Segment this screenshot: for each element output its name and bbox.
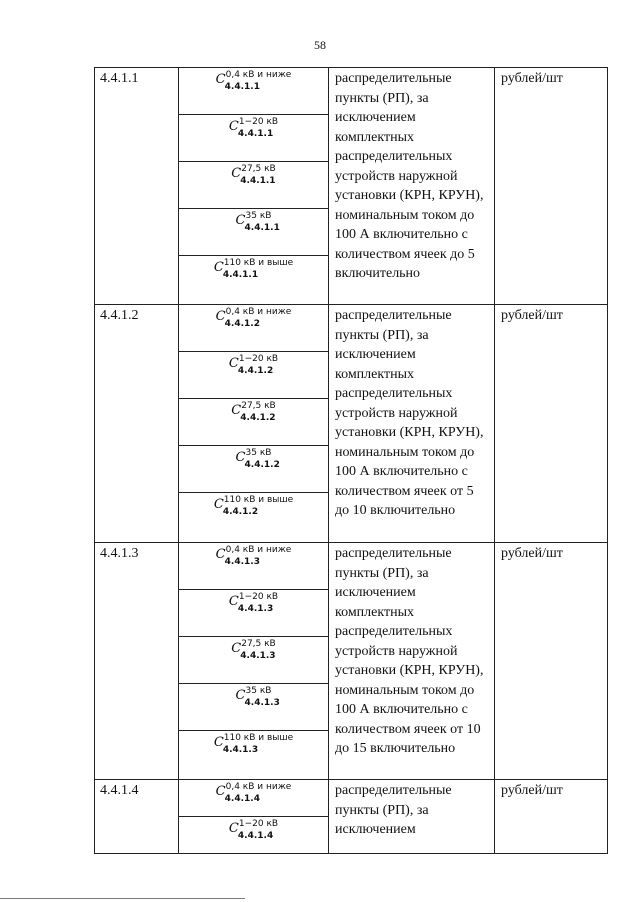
rate-formula-cell	[179, 731, 329, 780]
formula-index: 4.4.1.1	[222, 270, 259, 280]
rate-formula-cell	[179, 446, 329, 493]
rate-symbol: C	[231, 166, 242, 181]
formula-index: 4.4.1.3	[240, 651, 276, 661]
rate-formula	[215, 782, 292, 804]
voltage-class: 1−20 кВ	[238, 592, 279, 602]
rate-formula	[228, 354, 279, 376]
formula-index: 4.4.1.3	[244, 698, 280, 708]
rate-formula-cell	[179, 780, 329, 817]
voltage-class: 35 кВ	[245, 686, 272, 696]
formula-index: 4.4.1.1	[224, 82, 260, 92]
rate-symbol: C	[215, 784, 226, 799]
formula-index: 4.4.1.2	[244, 460, 280, 470]
voltage-class: 35 кВ	[245, 211, 272, 221]
voltage-class: 110 кВ и выше	[223, 733, 294, 743]
item-code: 4.4.1.4	[95, 780, 179, 854]
formula-index: 4.4.1.2	[224, 319, 260, 329]
rate-formula-cell	[179, 209, 329, 256]
unit-of-measure: рублей/шт	[495, 780, 608, 854]
rate-symbol: C	[228, 356, 239, 371]
item-code: 4.4.1.3	[95, 543, 179, 780]
item-description: распределительные пункты (РП), за исключением	[329, 780, 495, 854]
rate-symbol: C	[228, 119, 239, 134]
unit-of-measure: рублей/шт	[495, 68, 608, 305]
rate-formula	[231, 639, 276, 661]
page-number: 58	[314, 38, 326, 52]
rate-formula	[231, 164, 276, 186]
table-row	[95, 543, 608, 590]
formula-index: 4.4.1.2	[222, 507, 259, 517]
rate-symbol: C	[235, 450, 246, 465]
rate-formula	[213, 258, 294, 280]
rate-formula-cell	[179, 817, 329, 854]
rate-formula	[235, 211, 280, 233]
rate-symbol: C	[215, 309, 226, 324]
rate-symbol: C	[213, 735, 224, 750]
rate-formula	[213, 733, 294, 755]
rate-symbol: C	[231, 641, 242, 656]
item-description: распределительные пункты (РП), за исключением комплектных распределительных устройств наружной установки (КРН, КРУН), номинальным током до 100 А включительно с количеством ячеек до 5 включительно	[329, 68, 495, 305]
rate-formula	[215, 307, 292, 329]
formula-index: 4.4.1.4	[224, 794, 260, 804]
rate-symbol: C	[228, 821, 239, 836]
voltage-class: 0,4 кВ и ниже	[225, 782, 292, 792]
tariff-table	[94, 67, 608, 854]
voltage-class: 0,4 кВ и ниже	[225, 545, 292, 555]
rate-formula-cell	[179, 543, 329, 590]
formula-index: 4.4.1.3	[222, 745, 259, 755]
voltage-class: 27,5 кВ	[241, 639, 276, 649]
rate-formula	[228, 819, 279, 841]
rate-formula-cell	[179, 399, 329, 446]
voltage-class: 35 кВ	[245, 448, 272, 458]
formula-index: 4.4.1.1	[244, 223, 280, 233]
rate-symbol: C	[215, 547, 226, 562]
formula-index: 4.4.1.1	[240, 176, 276, 186]
item-description: распределительные пункты (РП), за исключением комплектных распределительных устройств наружной установки (КРН, КРУН), номинальным током до 100 А включительно с количеством ячеек от 10 до 15 включительно	[329, 543, 495, 780]
rate-formula-cell	[179, 162, 329, 209]
rate-formula	[215, 545, 292, 567]
formula-index: 4.4.1.2	[237, 366, 274, 376]
item-code: 4.4.1.1	[95, 68, 179, 305]
rate-formula-cell	[179, 637, 329, 684]
rate-symbol: C	[235, 688, 246, 703]
formula-index: 4.4.1.3	[224, 557, 260, 567]
rate-formula	[231, 401, 276, 423]
rate-symbol: C	[235, 213, 246, 228]
voltage-class: 0,4 кВ и ниже	[225, 307, 292, 317]
rate-formula	[213, 495, 294, 517]
item-description: распределительные пункты (РП), за исключением комплектных распределительных устройств наружной установки (КРН, КРУН), номинальным током до 100 А включительно с количеством ячеек от 5 до 10 включительно	[329, 305, 495, 543]
rate-formula	[235, 686, 280, 708]
table-row	[95, 780, 608, 817]
table-row	[95, 305, 608, 352]
rate-symbol: C	[228, 594, 239, 609]
formula-index: 4.4.1.2	[240, 413, 276, 423]
voltage-class: 1−20 кВ	[238, 354, 279, 364]
table-row	[95, 68, 608, 115]
rate-formula-cell	[179, 68, 329, 115]
voltage-class: 27,5 кВ	[241, 401, 276, 411]
item-code: 4.4.1.2	[95, 305, 179, 543]
rate-formula-cell	[179, 493, 329, 543]
rate-formula-cell	[179, 590, 329, 637]
footer-divider	[0, 898, 245, 899]
voltage-class: 110 кВ и выше	[223, 258, 294, 268]
rate-formula	[228, 117, 279, 139]
voltage-class: 0,4 кВ и ниже	[225, 70, 292, 80]
voltage-class: 1−20 кВ	[238, 117, 279, 127]
rate-formula-cell	[179, 115, 329, 162]
tariff-table-body	[95, 68, 608, 854]
rate-symbol: C	[213, 497, 224, 512]
voltage-class: 1−20 кВ	[238, 819, 279, 829]
voltage-class: 110 кВ и выше	[223, 495, 294, 505]
rate-symbol: C	[213, 260, 224, 275]
rate-formula-cell	[179, 684, 329, 731]
formula-index: 4.4.1.3	[237, 604, 274, 614]
voltage-class: 27,5 кВ	[241, 164, 276, 174]
rate-formula-cell	[179, 305, 329, 352]
rate-formula-cell	[179, 352, 329, 399]
rate-formula-cell	[179, 256, 329, 305]
unit-of-measure: рублей/шт	[495, 305, 608, 543]
rate-symbol: C	[215, 72, 226, 87]
rate-formula	[235, 448, 280, 470]
unit-of-measure: рублей/шт	[495, 543, 608, 780]
formula-index: 4.4.1.1	[237, 129, 274, 139]
rate-formula	[215, 70, 292, 92]
rate-symbol: C	[231, 403, 242, 418]
rate-formula	[228, 592, 279, 614]
formula-index: 4.4.1.4	[237, 831, 274, 841]
